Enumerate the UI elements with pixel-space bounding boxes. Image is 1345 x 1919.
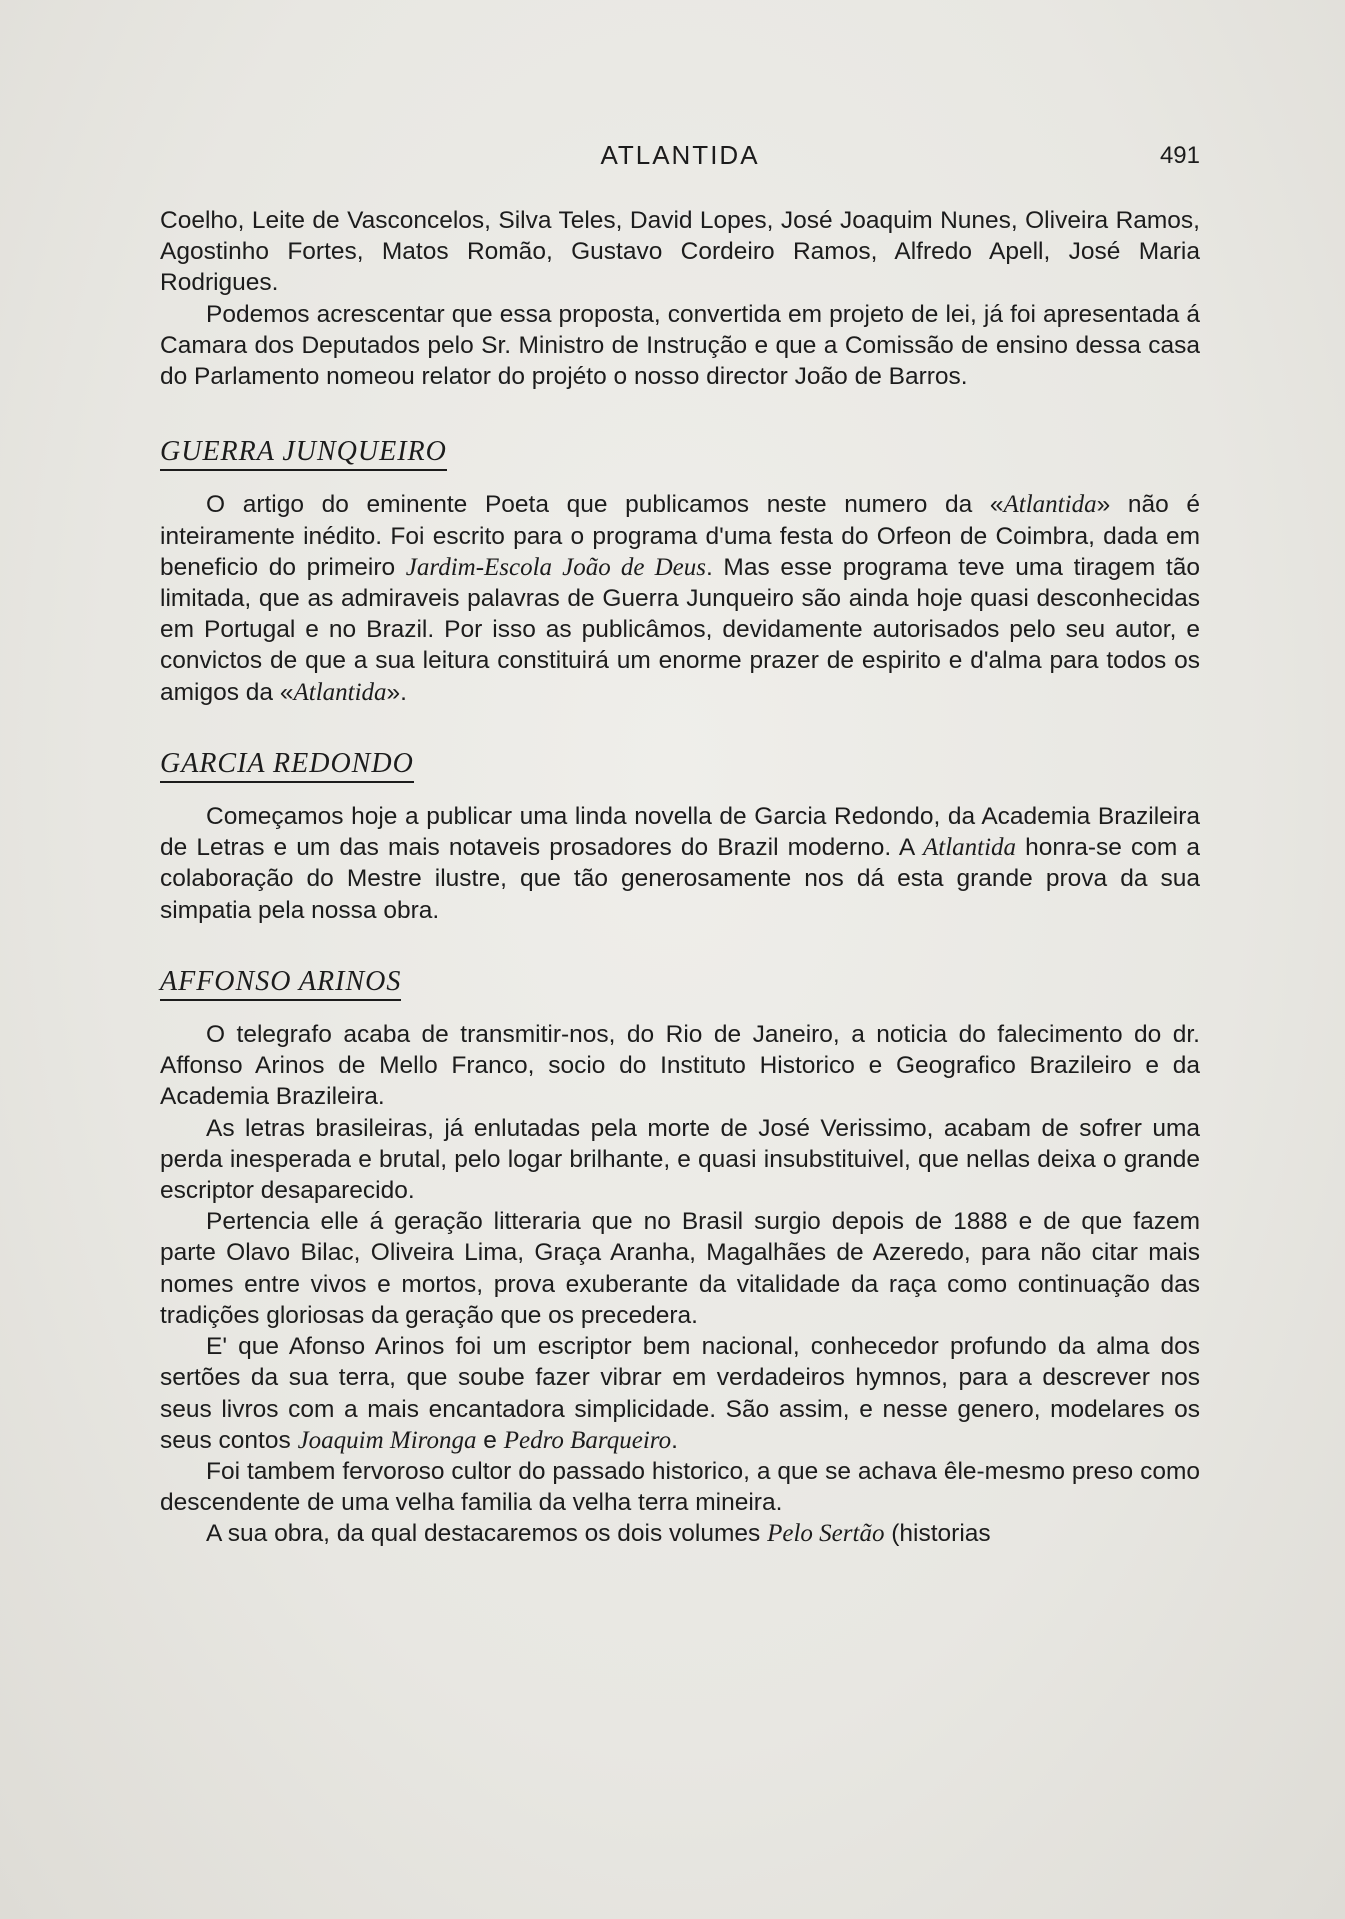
affonso-arinos-paragraph-2: As letras brasileiras, já enlutadas pela morte de José Verissimo, acabam de sofrer uma perda inesperada e brutal, pelo logar brilhante, e quasi insubstituivel, que nellas deixa o grande escriptor desaparecido. — [160, 1114, 1200, 1205]
section-title: GARCIA REDONDO — [160, 748, 414, 783]
italic-title: Pelo Sertão — [767, 1520, 885, 1548]
italic-title: Pedro Barqueiro — [503, 1426, 672, 1454]
garcia-redondo-paragraph — [160, 801, 1200, 926]
italic-title: Joaquim Mironga — [297, 1426, 477, 1454]
intro-paragraph-2: Podemos acrescentar que essa proposta, convertida em projeto de lei, já foi apresentada á Camara dos Deputados pelo Sr. Ministro de Instrução e que a Comissão de ensino dessa casa do Parlamento nomeou relator do projéto o nosso director João de Barros. — [160, 300, 1200, 391]
section-title: AFFONSO ARINOS — [160, 966, 401, 1001]
italic-title: Atlantida — [923, 834, 1017, 862]
italic-title: Jardim-Escola João de Deus — [405, 553, 706, 581]
affonso-arinos-paragraph-5: Foi tambem fervoroso cultor do passado historico, a que se achava êle-mesmo preso como descendente de uma velha familia da velha terra mineira. — [160, 1457, 1200, 1517]
text-run: honra-se com a colaboração do Mestre ilustre, que tão generosamente nos dá esta grande prova da sua simpatia pela nossa obra. — [160, 834, 1200, 924]
text-run: . Mas esse programa teve uma tiragem tão limitada, que as admiraveis palavras de Guerra Junqueiro são ainda hoje quasi desconhecidas em Portugal e no Brazil. Por isso as publicâmos, devidamente autorisados pelo seu autor, e convictos de que a sua leitura constituirá um enorme prazer de espirito e d'alma para todos os amigos da « — [160, 553, 1200, 706]
affonso-arinos-paragraph-3: Pertencia elle á geração litteraria que no Brasil surgio depois de 1888 e de que fazem parte Olavo Bilac, Oliveira Lima, Graça Aranha, Magalhães de Azeredo, para não citar mais nomes entre vivos e mortos, prova exuberante da vitalidade da raça como continuação das tradições gloriosas da geração que os precedera. — [160, 1208, 1200, 1329]
text-run: A sua obra, da qual destacaremos os dois volumes — [206, 1520, 768, 1548]
text-run: E' que Afonso Arinos foi um escriptor bem nacional, conhecedor profundo da alma dos sertões da sua terra, que soube fazer vibrar em verdadeiros hymnos, para a descrever nos seus livros com a mais encantadora simplicidade. São assim, e nesse genero, modelares os seus contos — [160, 1333, 1200, 1454]
page-header — [160, 140, 1200, 176]
text-run: e — [476, 1426, 504, 1454]
page-number: 491 — [1159, 142, 1200, 169]
intro-paragraph-1: Coelho, Leite de Vasconcelos, Silva Teles, David Lopes, José Joaquim Nunes, Oliveira Ramos, Agostinho Fortes, Matos Romão, Gustavo Cordeiro Ramos, Alfredo Apell, José Maria Rodrigues. — [160, 207, 1200, 297]
affonso-arinos-paragraph-1: O telegrafo acaba de transmitir-nos, do Rio de Janeiro, a noticia do falecimento do dr. Affonso Arinos de Mello Franco, socio do Instituto Historico e Geografico Brazileiro e da Academia Brazileira. — [160, 1021, 1200, 1111]
section-title: GUERRA JUNQUEIRO — [160, 436, 447, 471]
running-title: ATLANTIDA — [600, 140, 760, 170]
section-heading-guerra-junqueiro — [160, 436, 1200, 471]
section-heading-affonso-arinos — [160, 966, 1200, 1001]
article-body — [160, 205, 1200, 1550]
affonso-arinos-paragraph-6 — [160, 1518, 1200, 1549]
section-heading-garcia-redondo — [160, 748, 1200, 783]
guerra-junqueiro-paragraph — [160, 489, 1200, 707]
text-run: » não é inteiramente inédito. Foi escrito para o programa d'uma festa do Orfeon de Coimbra, dada em beneficio do primeiro — [160, 491, 1200, 581]
italic-title: Atlantida — [293, 678, 387, 706]
text-run: Começamos hoje a publicar uma linda novella de Garcia Redondo, da Academia Brazileira de Letras e um das mais notaveis prosadores do Brazil moderno. A — [160, 803, 1200, 862]
text-run: ». — [386, 678, 407, 706]
text-run: . — [671, 1426, 678, 1454]
text-run: (historias — [884, 1520, 991, 1548]
text-run: O artigo do eminente Poeta que publicamos neste numero da « — [206, 491, 1004, 519]
affonso-arinos-paragraph-4 — [160, 1331, 1200, 1456]
italic-title: Atlantida — [1003, 491, 1097, 519]
